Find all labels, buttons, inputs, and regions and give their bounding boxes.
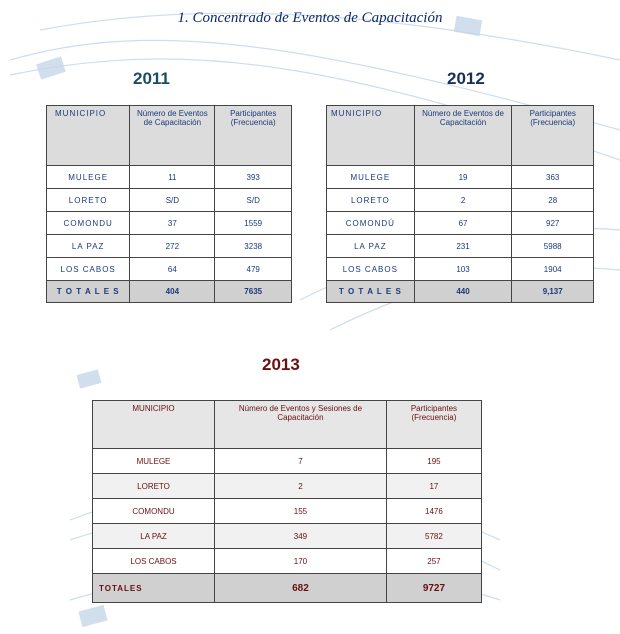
cell-municipio: LOS CABOS bbox=[47, 258, 130, 281]
totals-label: TOTALES bbox=[93, 574, 215, 603]
cell-eventos: 272 bbox=[130, 235, 215, 258]
table-row bbox=[47, 212, 292, 235]
table-row bbox=[93, 499, 482, 524]
table-row bbox=[47, 189, 292, 212]
cell-participantes: S/D bbox=[215, 189, 292, 212]
totals-eventos: 404 bbox=[130, 281, 215, 303]
cell-eventos: 170 bbox=[215, 549, 387, 574]
cell-eventos: 231 bbox=[414, 235, 512, 258]
table-row bbox=[93, 449, 482, 474]
cell-eventos: 11 bbox=[130, 166, 215, 189]
cell-participantes: 28 bbox=[512, 189, 594, 212]
table-row bbox=[327, 212, 594, 235]
cell-eventos: 2 bbox=[414, 189, 512, 212]
cell-municipio: LOS CABOS bbox=[327, 258, 415, 281]
table-header-row bbox=[327, 106, 594, 166]
totals-label: T O T A L E S bbox=[47, 281, 130, 303]
totals-row bbox=[93, 574, 482, 603]
cell-eventos: 155 bbox=[215, 499, 387, 524]
table-row bbox=[93, 474, 482, 499]
cell-participantes: 927 bbox=[512, 212, 594, 235]
header-participantes: Participantes (Frecuencia) bbox=[386, 401, 481, 449]
cell-participantes: 195 bbox=[386, 449, 481, 474]
header-participantes: Participantes (Frecuencia) bbox=[512, 106, 594, 166]
table-2011 bbox=[46, 105, 292, 303]
totals-row bbox=[327, 281, 594, 303]
totals-participantes: 9727 bbox=[386, 574, 481, 603]
header-municipio: MUNICIPIO bbox=[93, 401, 215, 449]
cell-eventos: 67 bbox=[414, 212, 512, 235]
header-municipio: MUNICIPIO bbox=[327, 106, 415, 166]
cell-municipio: LOS CABOS bbox=[93, 549, 215, 574]
year-2012-label: 2012 bbox=[447, 69, 485, 88]
page-title: 1. Concentrado de Eventos de Capacitación bbox=[177, 10, 443, 26]
totals-row bbox=[47, 281, 292, 303]
cell-municipio: LORETO bbox=[47, 189, 130, 212]
header-eventos: Número de Eventos y Sesiones de Capacitación bbox=[215, 401, 387, 449]
cell-eventos: 19 bbox=[414, 166, 512, 189]
totals-eventos: 682 bbox=[215, 574, 387, 603]
cell-municipio: COMONDU bbox=[93, 499, 215, 524]
cell-participantes: 3238 bbox=[215, 235, 292, 258]
table-row bbox=[93, 524, 482, 549]
table-row bbox=[327, 235, 594, 258]
cell-municipio: COMONDU bbox=[47, 212, 130, 235]
cell-participantes: 5782 bbox=[386, 524, 481, 549]
totals-participantes: 7635 bbox=[215, 281, 292, 303]
table-header-row bbox=[47, 106, 292, 166]
table-2013 bbox=[92, 400, 482, 603]
year-2011-label: 2011 bbox=[133, 69, 170, 88]
header-participantes: Participantes (Frecuencia) bbox=[215, 106, 292, 166]
cell-municipio: LA PAZ bbox=[93, 524, 215, 549]
cell-eventos: 37 bbox=[130, 212, 215, 235]
cell-eventos: 349 bbox=[215, 524, 387, 549]
cell-eventos: 64 bbox=[130, 258, 215, 281]
cell-participantes: 257 bbox=[386, 549, 481, 574]
cell-municipio: MULEGE bbox=[47, 166, 130, 189]
cell-participantes: 5988 bbox=[512, 235, 594, 258]
cell-eventos: 7 bbox=[215, 449, 387, 474]
cell-participantes: 393 bbox=[215, 166, 292, 189]
cell-eventos: S/D bbox=[130, 189, 215, 212]
cell-municipio: LORETO bbox=[327, 189, 415, 212]
table-row bbox=[47, 235, 292, 258]
cell-municipio: LA PAZ bbox=[47, 235, 130, 258]
totals-eventos: 440 bbox=[414, 281, 512, 303]
header-eventos: Número de Eventos de Capacitación bbox=[414, 106, 512, 166]
cell-municipio: MULEGE bbox=[93, 449, 215, 474]
cell-municipio: MULEGE bbox=[327, 166, 415, 189]
table-header-row bbox=[93, 401, 482, 449]
header-municipio: MUNICIPIO bbox=[47, 106, 130, 166]
table-row bbox=[47, 166, 292, 189]
cell-municipio: LORETO bbox=[93, 474, 215, 499]
totals-label: T O T A L E S bbox=[327, 281, 415, 303]
table-2012 bbox=[326, 105, 594, 303]
year-2013-label: 2013 bbox=[262, 355, 300, 374]
table-row bbox=[327, 189, 594, 212]
cell-participantes: 363 bbox=[512, 166, 594, 189]
header-eventos: Número de Eventos de Capacitación bbox=[130, 106, 215, 166]
cell-participantes: 479 bbox=[215, 258, 292, 281]
table-row bbox=[47, 258, 292, 281]
cell-eventos: 2 bbox=[215, 474, 387, 499]
totals-participantes: 9,137 bbox=[512, 281, 594, 303]
cell-municipio: LA PAZ bbox=[327, 235, 415, 258]
cell-participantes: 1904 bbox=[512, 258, 594, 281]
cell-participantes: 1476 bbox=[386, 499, 481, 524]
cell-participantes: 1559 bbox=[215, 212, 292, 235]
table-row bbox=[327, 166, 594, 189]
cell-municipio: COMONDÚ bbox=[327, 212, 415, 235]
table-row bbox=[93, 549, 482, 574]
table-row bbox=[327, 258, 594, 281]
cell-participantes: 17 bbox=[386, 474, 481, 499]
cell-eventos: 103 bbox=[414, 258, 512, 281]
